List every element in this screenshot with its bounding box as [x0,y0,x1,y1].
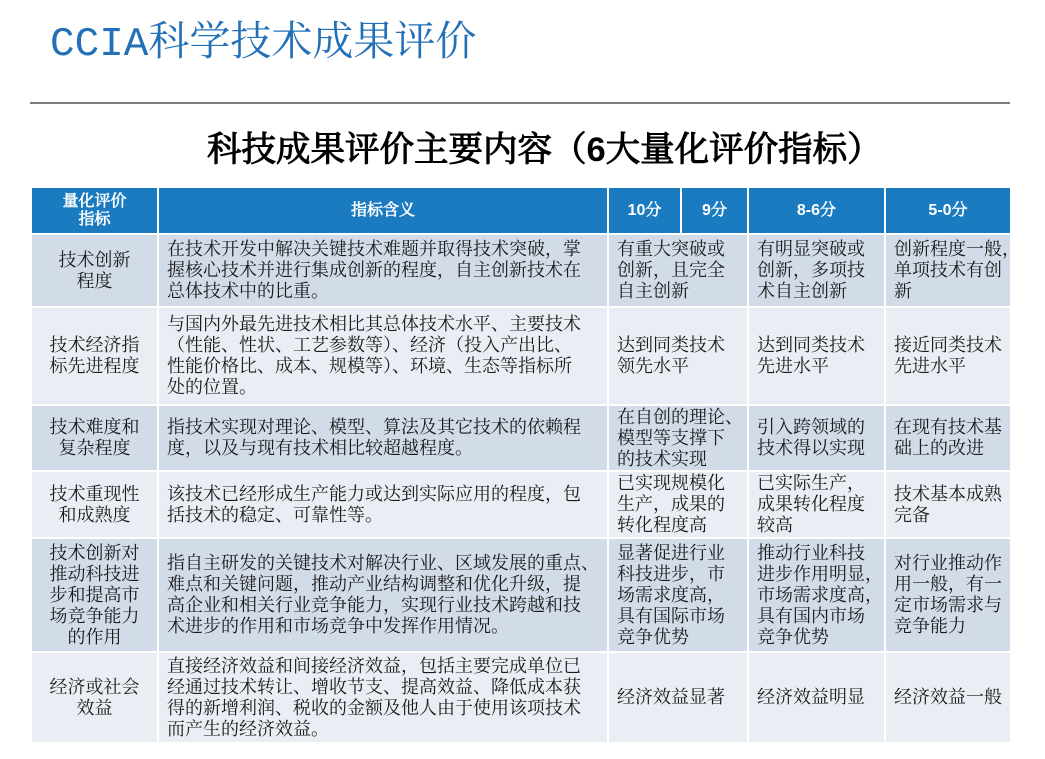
criteria-5-0: 在现有技术基 础上的改进 [885,405,1011,471]
table-heading: 科技成果评价主要内容（6大量化评价指标） [207,131,882,169]
indicator-meaning: 在技术开发中解决关键技术难题并取得技术突破，掌 握核心技术并进行集成创新的程度，自主创新技术在 总体技术中的比重。 [158,234,608,307]
criteria-8-6: 有明显突破或 创新，多项技 术自主创新 [748,234,885,307]
indicator-meaning: 该技术已经形成生产能力或达到实际应用的程度，包 括技术的稳定、可靠性等。 [158,471,608,538]
criteria-8-6: 经济效益明显 [748,652,885,743]
table-row [31,405,1011,471]
indicator-name: 技术难度和 复杂程度 [31,405,158,471]
header-score-8-6: 8-6分 [748,187,885,234]
indicator-name: 技术创新 程度 [31,234,158,307]
header-meaning: 指标含义 [158,187,608,234]
slide-title: CCIA科学技术成果评价 [50,22,477,68]
indicator-meaning: 指技术实现对理论、模型、算法及其它技术的依赖程 度，以及与现有技术相比较超越程度。 [158,405,608,471]
criteria-8-6: 推动行业科技 进步作用明显， 市场需求度高， 具有国内市场 竞争优势 [748,538,885,652]
evaluation-table [30,186,1020,744]
indicator-name: 技术经济指 标先进程度 [31,307,158,405]
criteria-10-9: 达到同类技术 领先水平 [608,307,748,405]
criteria-5-0: 技术基本成熟 完备 [885,471,1011,538]
table-row [31,307,1011,405]
criteria-5-0: 创新程度一般， 单项技术有创 新 [885,234,1011,307]
table-row [31,234,1011,307]
title-divider [30,102,1010,104]
table-header-row [31,187,1011,234]
indicator-meaning: 直接经济效益和间接经济效益，包括主要完成单位已 经通过技术转让、增收节支、提高效益、降低成本获 得的新增利润、税收的金额及他人由于使用该项技术 而产生的经济效益。 [158,652,608,743]
criteria-5-0: 接近同类技术 先进水平 [885,307,1011,405]
indicator-name: 技术创新对 推动科技进 步和提高市 场竞争能力 的作用 [31,538,158,652]
criteria-10-9: 有重大突破或 创新，且完全 自主创新 [608,234,748,307]
criteria-8-6: 已实际生产， 成果转化程度 较高 [748,471,885,538]
table-row [31,471,1011,538]
indicator-meaning: 指自主研发的关键技术对解决行业、区域发展的重点、 难点和关键问题，推动产业结构调整和优化升级，提 高企业和相关行业竞争能力，实现行业技术跨越和技 术进步的作用和市场竞争中发挥作用情况。 [158,538,608,652]
table-row [31,538,1011,652]
criteria-10-9: 显著促进行业 科技进步，市 场需求度高， 具有国际市场 竞争优势 [608,538,748,652]
indicator-meaning: 与国内外最先进技术相比其总体技术水平、主要技术 （性能、性状、工艺参数等）、经济（投入产出比、 性能价格比、成本、规模等）、环境、生态等指标所 处的位置。 [158,307,608,405]
header-score-5-0: 5-0分 [885,187,1011,234]
indicator-name: 经济或社会 效益 [31,652,158,743]
header-score-10: 10分 [608,187,681,234]
indicator-name: 技术重现性 和成熟度 [31,471,158,538]
criteria-8-6: 引入跨领域的 技术得以实现 [748,405,885,471]
criteria-5-0: 经济效益一般 [885,652,1011,743]
table-row [31,652,1011,743]
header-indicator: 量化评价 指标 [31,187,158,234]
criteria-10-9: 经济效益显著 [608,652,748,743]
criteria-10-9: 已实现规模化 生产，成果的 转化程度高 [608,471,748,538]
criteria-10-9: 在自创的理论、 模型等支撑下 的技术实现 [608,405,748,471]
header-score-9: 9分 [681,187,748,234]
criteria-8-6: 达到同类技术 先进水平 [748,307,885,405]
criteria-5-0: 对行业推动作 用一般，有一 定市场需求与 竞争能力 [885,538,1011,652]
